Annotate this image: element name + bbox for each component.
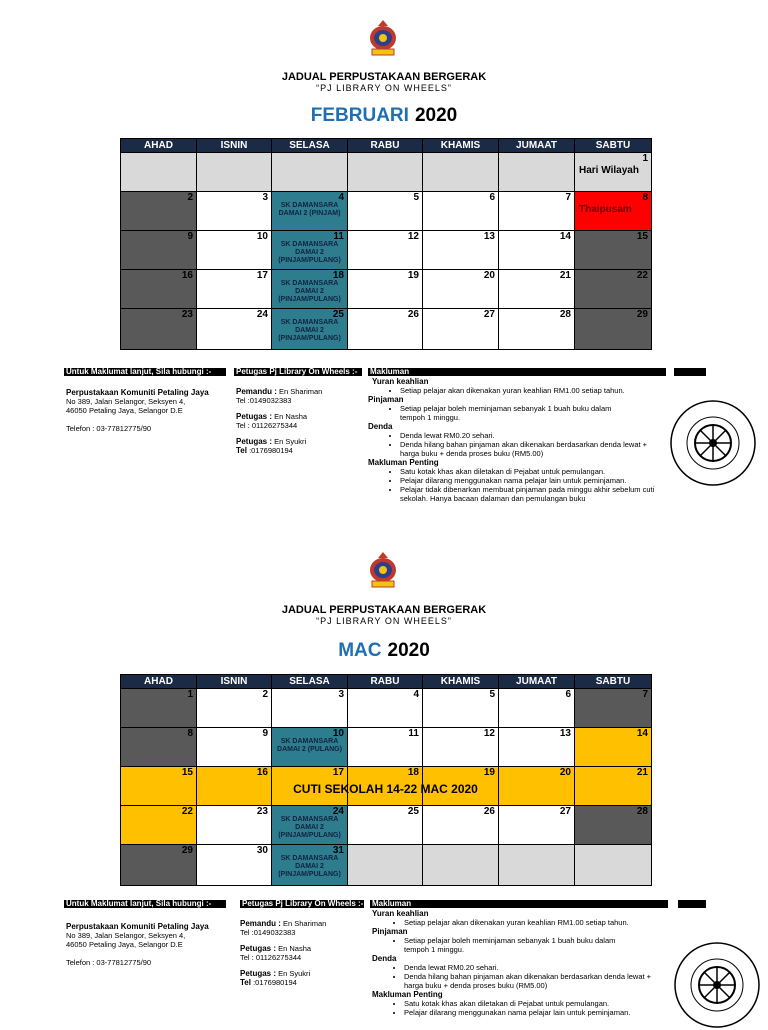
calendar-day-cell	[348, 806, 423, 845]
staff-header: Petugas Pj Library On Wheels :-	[234, 368, 362, 376]
day-number: 7	[565, 192, 571, 203]
calendar-day-cell	[272, 309, 348, 350]
loan-item: • Setiap pelajar boleh meminjaman sebanyak 1 buah buku dalam tempoh 1 minggu.	[400, 404, 638, 422]
calendar-day-cell	[348, 689, 423, 728]
library-visit-note: SK DAMANSARA DAMAI 2 (PINJAM/PULANG)	[278, 241, 341, 264]
day-number: 18	[332, 270, 344, 281]
fine-item-1: • Denda lewat RM0.20 sehari.	[404, 963, 672, 972]
day-number: 28	[559, 309, 571, 320]
day-number: 23	[256, 806, 268, 817]
day-number: 5	[489, 689, 495, 700]
day-number: 16	[256, 767, 268, 778]
calendar-day-cell	[348, 845, 423, 886]
calendar-day-cell	[272, 153, 348, 192]
day-number: 7	[642, 689, 648, 700]
day-number: 30	[256, 845, 268, 856]
staff2-name: En Syukri	[274, 437, 307, 446]
staff1-tel: Tel : 01126275344	[236, 421, 298, 430]
day-header: ISNIN	[197, 139, 272, 153]
library-visit-note: SK DAMANSARA DAMAI 2 (PINJAM/PULANG)	[278, 319, 341, 342]
contact-header: Untuk Maklumat lanjut, Sila hubungi :-	[64, 900, 226, 908]
fee-title: Yuran keahlian	[372, 377, 429, 386]
driver-label: Pemandu :	[236, 387, 277, 396]
month-name: MAC	[338, 640, 382, 661]
day-header: JUMAAT	[499, 139, 575, 153]
day-number: 25	[407, 806, 419, 817]
day-header: KHAMIS	[423, 139, 499, 153]
driver-tel: Tel :0149032383	[236, 396, 292, 405]
day-number: 8	[642, 192, 648, 203]
day-number: 4	[338, 192, 344, 203]
calendar-day-cell	[499, 192, 575, 231]
day-number: 3	[338, 689, 344, 700]
calendar-day-cell	[348, 153, 423, 192]
fine-title: Denda	[372, 954, 397, 963]
calendar-day-cell	[121, 192, 197, 231]
calendar-week-row	[121, 309, 652, 350]
note-item-1: • Satu kotak khas akan diletakan di Pejabat untuk pemulangan.	[400, 467, 668, 476]
doc-subtitle: “PJ LIBRARY ON WHEELS”	[316, 616, 452, 626]
calendar-day-cell	[272, 689, 348, 728]
calendar-day-cell	[197, 806, 272, 845]
day-number: 14	[559, 231, 571, 242]
fee-item: • Setiap pelajar akan dikenakan yuran keahlian RM1.00 setiap tahun.	[404, 918, 672, 927]
day-header: AHAD	[121, 139, 197, 153]
calendar-day-cell	[575, 192, 652, 231]
calendar-day-cell	[499, 153, 575, 192]
pj-library-stamp-icon	[672, 940, 762, 1030]
calendar-week-row	[121, 153, 652, 192]
calendar-day-cell	[575, 153, 652, 192]
makluman-block	[372, 909, 672, 1017]
staff-header: Petugas Pj Library On Wheels :-	[242, 900, 364, 908]
day-number: 8	[187, 728, 193, 739]
calendar-day-cell	[121, 309, 197, 350]
day-number: 22	[636, 270, 648, 281]
calendar-mac	[120, 674, 652, 886]
day-number: 23	[181, 309, 193, 320]
day-number: 15	[636, 231, 648, 242]
feb-footer	[0, 368, 768, 528]
calendar-day-cell	[423, 806, 499, 845]
day-number: 5	[413, 192, 419, 203]
calendar-day-cell	[272, 728, 348, 767]
day-number: 2	[262, 689, 268, 700]
staff2-tel-label: Tel	[236, 446, 247, 455]
address-line-1: No 389, Jalan Selangor, Seksyen 4,	[66, 931, 186, 940]
calendar-week-row	[121, 806, 652, 845]
day-number: 17	[332, 767, 344, 778]
day-number: 29	[181, 845, 193, 856]
calendar-day-cell	[575, 309, 652, 350]
fee-title: Yuran keahlian	[372, 909, 429, 918]
loan-item: • Setiap pelajar boleh meminjaman sebanyak 1 buah buku dalam tempoh 1 minggu.	[404, 936, 642, 954]
day-number: 13	[483, 231, 495, 242]
calendar-day-cell	[423, 231, 499, 270]
calendar-day-cell	[197, 728, 272, 767]
calendar-day-cell	[121, 845, 197, 886]
library-name: Perpustakaan Komuniti Petaling Jaya	[66, 388, 209, 397]
day-number: 26	[407, 309, 419, 320]
fine-item-1: • Denda lewat RM0.20 sehari.	[400, 431, 668, 440]
calendar-day-cell	[348, 270, 423, 309]
staff1-tel: Tel : 01126275344	[240, 953, 302, 962]
day-number: 3	[262, 192, 268, 203]
day-number: 10	[256, 231, 268, 242]
day-number: 21	[636, 767, 648, 778]
calendar-day-cell	[423, 153, 499, 192]
month-name: FEBRUARI	[310, 105, 409, 126]
holiday-label: Thaipusam	[579, 204, 632, 215]
contact-block	[66, 388, 231, 433]
library-visit-note: SK DAMANSARA DAMAI 2 (PINJAM/PULANG)	[278, 855, 341, 878]
day-number: 19	[407, 270, 419, 281]
calendar-day-cell	[197, 231, 272, 270]
day-number: 6	[565, 689, 571, 700]
calendar-day-cell	[121, 806, 197, 845]
info-header-end	[674, 368, 706, 376]
day-number: 9	[187, 231, 193, 242]
note-item-2: • Pelajar dilarang menggunakan nama pelajar lain untuk peminjaman.	[404, 1008, 672, 1017]
info-header: Makluman	[370, 900, 668, 908]
pj-library-stamp-icon	[668, 398, 758, 488]
calendar-day-cell	[423, 192, 499, 231]
calendar-day-cell	[272, 192, 348, 231]
calendar-day-cell	[575, 231, 652, 270]
day-number: 6	[489, 192, 495, 203]
calendar-day-cell	[499, 270, 575, 309]
staff2-tel: :0176980194	[253, 978, 297, 987]
loan-title: Pinjaman	[368, 395, 404, 404]
day-header: SELASA	[272, 139, 348, 153]
contact-header: Untuk Maklumat lanjut, Sila hubungi :-	[64, 368, 226, 376]
month-year: 2020	[387, 640, 430, 661]
staff1-label: Petugas :	[236, 412, 273, 421]
note-title: Makluman Penting	[368, 458, 439, 467]
day-header: SABTU	[575, 675, 652, 689]
calendar-day-cell	[348, 192, 423, 231]
day-number: 18	[407, 767, 419, 778]
staff1-label: Petugas :	[240, 944, 277, 953]
day-number: 17	[256, 270, 268, 281]
day-number: 27	[559, 806, 571, 817]
loan-title: Pinjaman	[372, 927, 408, 936]
address-line-2: 46050 Petaling Jaya, Selangor D.E	[66, 940, 183, 949]
day-number: 21	[559, 270, 571, 281]
day-header: AHAD	[121, 675, 197, 689]
calendar-day-cell	[272, 231, 348, 270]
mac-footer	[0, 900, 768, 1024]
calendar-day-cell	[121, 231, 197, 270]
calendar-day-cell	[121, 270, 197, 309]
calendar-day-cell	[348, 309, 423, 350]
doc-title: JADUAL PERPUSTAKAAN BERGERAK	[281, 604, 487, 616]
calendar-week-row	[121, 231, 652, 270]
calendar-week-row	[121, 728, 652, 767]
day-number: 20	[483, 270, 495, 281]
calendar-day-cell	[423, 270, 499, 309]
calendar-day-cell	[499, 231, 575, 270]
calendar-day-cell	[423, 309, 499, 350]
note-title: Makluman Penting	[372, 990, 443, 999]
info-header-end	[678, 900, 706, 908]
calendar-day-cell	[575, 270, 652, 309]
calendar-week-row	[121, 192, 652, 231]
day-number: 1	[642, 153, 648, 164]
staff1-name: En Nasha	[274, 412, 308, 421]
calendar-day-cell	[272, 845, 348, 886]
day-header: KHAMIS	[423, 675, 499, 689]
calendar-week-row	[121, 689, 652, 728]
calendar-day-cell	[575, 845, 652, 886]
calendar-day-cell	[272, 270, 348, 309]
day-number: 1	[187, 689, 193, 700]
month-title	[0, 105, 768, 127]
staff2-tel-label: Tel	[240, 978, 251, 987]
day-number: 24	[332, 806, 344, 817]
staff2-name: En Syukri	[278, 969, 311, 978]
phone: Telefon : 03-77812775/90	[66, 958, 152, 967]
day-number: 4	[413, 689, 419, 700]
note-item-2: • Pelajar dilarang menggunakan nama pelajar lain untuk peminjaman.	[400, 476, 668, 485]
calendar-day-cell	[197, 309, 272, 350]
day-number: 31	[332, 845, 344, 856]
contact-block	[66, 922, 231, 967]
day-number: 9	[262, 728, 268, 739]
calendar-day-cell	[197, 689, 272, 728]
day-number: 11	[408, 728, 419, 739]
school-holiday-banner: CUTI SEKOLAH 14-22 MAC 2020	[293, 782, 478, 796]
address-line-2: 46050 Petaling Jaya, Selangor D.E	[66, 406, 183, 415]
calendar-day-cell	[575, 728, 652, 767]
day-number: 20	[559, 767, 571, 778]
day-number: 14	[636, 728, 648, 739]
day-number: 11	[333, 231, 344, 242]
day-number: 28	[636, 806, 648, 817]
library-visit-note: SK DAMANSARA DAMAI 2 (PINJAM)	[278, 202, 341, 217]
note-item-3: • Pelajar tidak dibenarkan membuat pinjaman pada minggu akhir sebelum cuti sekolah. Hanya bacaan dalaman dan pemulangan buku	[400, 485, 668, 503]
library-name: Perpustakaan Komuniti Petaling Jaya	[66, 922, 209, 931]
day-number: 12	[407, 231, 419, 242]
calendar-week-row	[121, 845, 652, 886]
library-visit-note: SK DAMANSARA DAMAI 2 (PINJAM/PULANG)	[278, 816, 341, 839]
calendar-day-cell	[121, 728, 197, 767]
staff2-tel: :0176980194	[249, 446, 293, 455]
mbpj-crest-icon	[366, 18, 400, 58]
day-number: 19	[483, 767, 495, 778]
day-number: 25	[332, 309, 344, 320]
staff2-label: Petugas :	[240, 969, 277, 978]
day-header: RABU	[348, 139, 423, 153]
driver-name: En Shariman	[283, 919, 327, 928]
driver-name: En Shariman	[279, 387, 323, 396]
calendar-day-cell	[499, 845, 575, 886]
mac-section	[0, 530, 768, 900]
holiday-label: Hari Wilayah	[579, 165, 639, 176]
month-title	[0, 640, 768, 662]
calendar-day-cell	[197, 845, 272, 886]
fine-title: Denda	[368, 422, 393, 431]
calendar-day-cell	[499, 806, 575, 845]
day-number: 15	[181, 767, 193, 778]
address-line-1: No 389, Jalan Selangor, Seksyen 4,	[66, 397, 186, 406]
calendar-day-cell	[423, 845, 499, 886]
day-number: 22	[181, 806, 193, 817]
day-number: 24	[256, 309, 268, 320]
calendar-day-cell	[575, 806, 652, 845]
phone: Telefon : 03-77812775/90	[66, 424, 152, 433]
day-number: 29	[636, 309, 648, 320]
staff2-label: Petugas :	[236, 437, 273, 446]
month-year: 2020	[414, 105, 458, 126]
day-number: 2	[187, 192, 193, 203]
day-header: SABTU	[575, 139, 652, 153]
mbpj-crest-icon	[366, 550, 400, 590]
driver-tel: Tel :0149032383	[240, 928, 296, 937]
calendar-day-cell	[121, 689, 197, 728]
calendar-day-cell	[348, 728, 423, 767]
day-header: SELASA	[272, 675, 348, 689]
calendar-day-cell	[575, 689, 652, 728]
note-item-1: • Satu kotak khas akan diletakan di Pejabat untuk pemulangan.	[404, 999, 672, 1008]
fee-item: • Setiap pelajar akan dikenakan yuran keahlian RM1.00 setiap tahun.	[400, 386, 668, 395]
day-number: 16	[181, 270, 193, 281]
info-header: Makluman	[368, 368, 666, 376]
calendar-day-cell	[348, 231, 423, 270]
calendar-day-cell	[423, 728, 499, 767]
doc-title: JADUAL PERPUSTAKAAN BERGERAK	[281, 71, 487, 83]
makluman-block	[368, 377, 668, 503]
calendar-day-cell	[197, 270, 272, 309]
library-visit-note: SK DAMANSARA DAMAI 2 (PULANG)	[277, 738, 342, 753]
calendar-week-row	[121, 270, 652, 309]
calendar-day-cell	[272, 806, 348, 845]
staff1-name: En Nasha	[278, 944, 312, 953]
calendar-day-cell	[499, 689, 575, 728]
day-number: 12	[483, 728, 495, 739]
doc-subtitle: “PJ LIBRARY ON WHEELS”	[316, 83, 452, 93]
day-number: 27	[483, 309, 495, 320]
driver-label: Pemandu :	[240, 919, 281, 928]
calendar-day-cell	[197, 153, 272, 192]
calendar-day-cell	[197, 192, 272, 231]
calendar-day-cell	[499, 309, 575, 350]
day-header: JUMAAT	[499, 675, 575, 689]
day-header: RABU	[348, 675, 423, 689]
day-number: 13	[559, 728, 571, 739]
fine-item-2: • Denda hilang bahan pinjaman akan dikenakan berdasarkan denda lewat + harga buku + denda proses buku (RM5.00)	[400, 440, 668, 458]
fine-item-2: • Denda hilang bahan pinjaman akan dikenakan berdasarkan denda lewat + harga buku + denda proses buku (RM5.00)	[404, 972, 672, 990]
calendar-day-cell	[423, 689, 499, 728]
calendar-feb	[120, 138, 652, 350]
staff-block	[236, 387, 361, 455]
calendar-day-cell	[499, 728, 575, 767]
library-visit-note: SK DAMANSARA DAMAI 2 (PINJAM/PULANG)	[278, 280, 341, 303]
calendar-day-cell	[121, 153, 197, 192]
staff-block	[240, 919, 365, 987]
day-number: 10	[332, 728, 344, 739]
day-number: 26	[483, 806, 495, 817]
day-header: ISNIN	[197, 675, 272, 689]
